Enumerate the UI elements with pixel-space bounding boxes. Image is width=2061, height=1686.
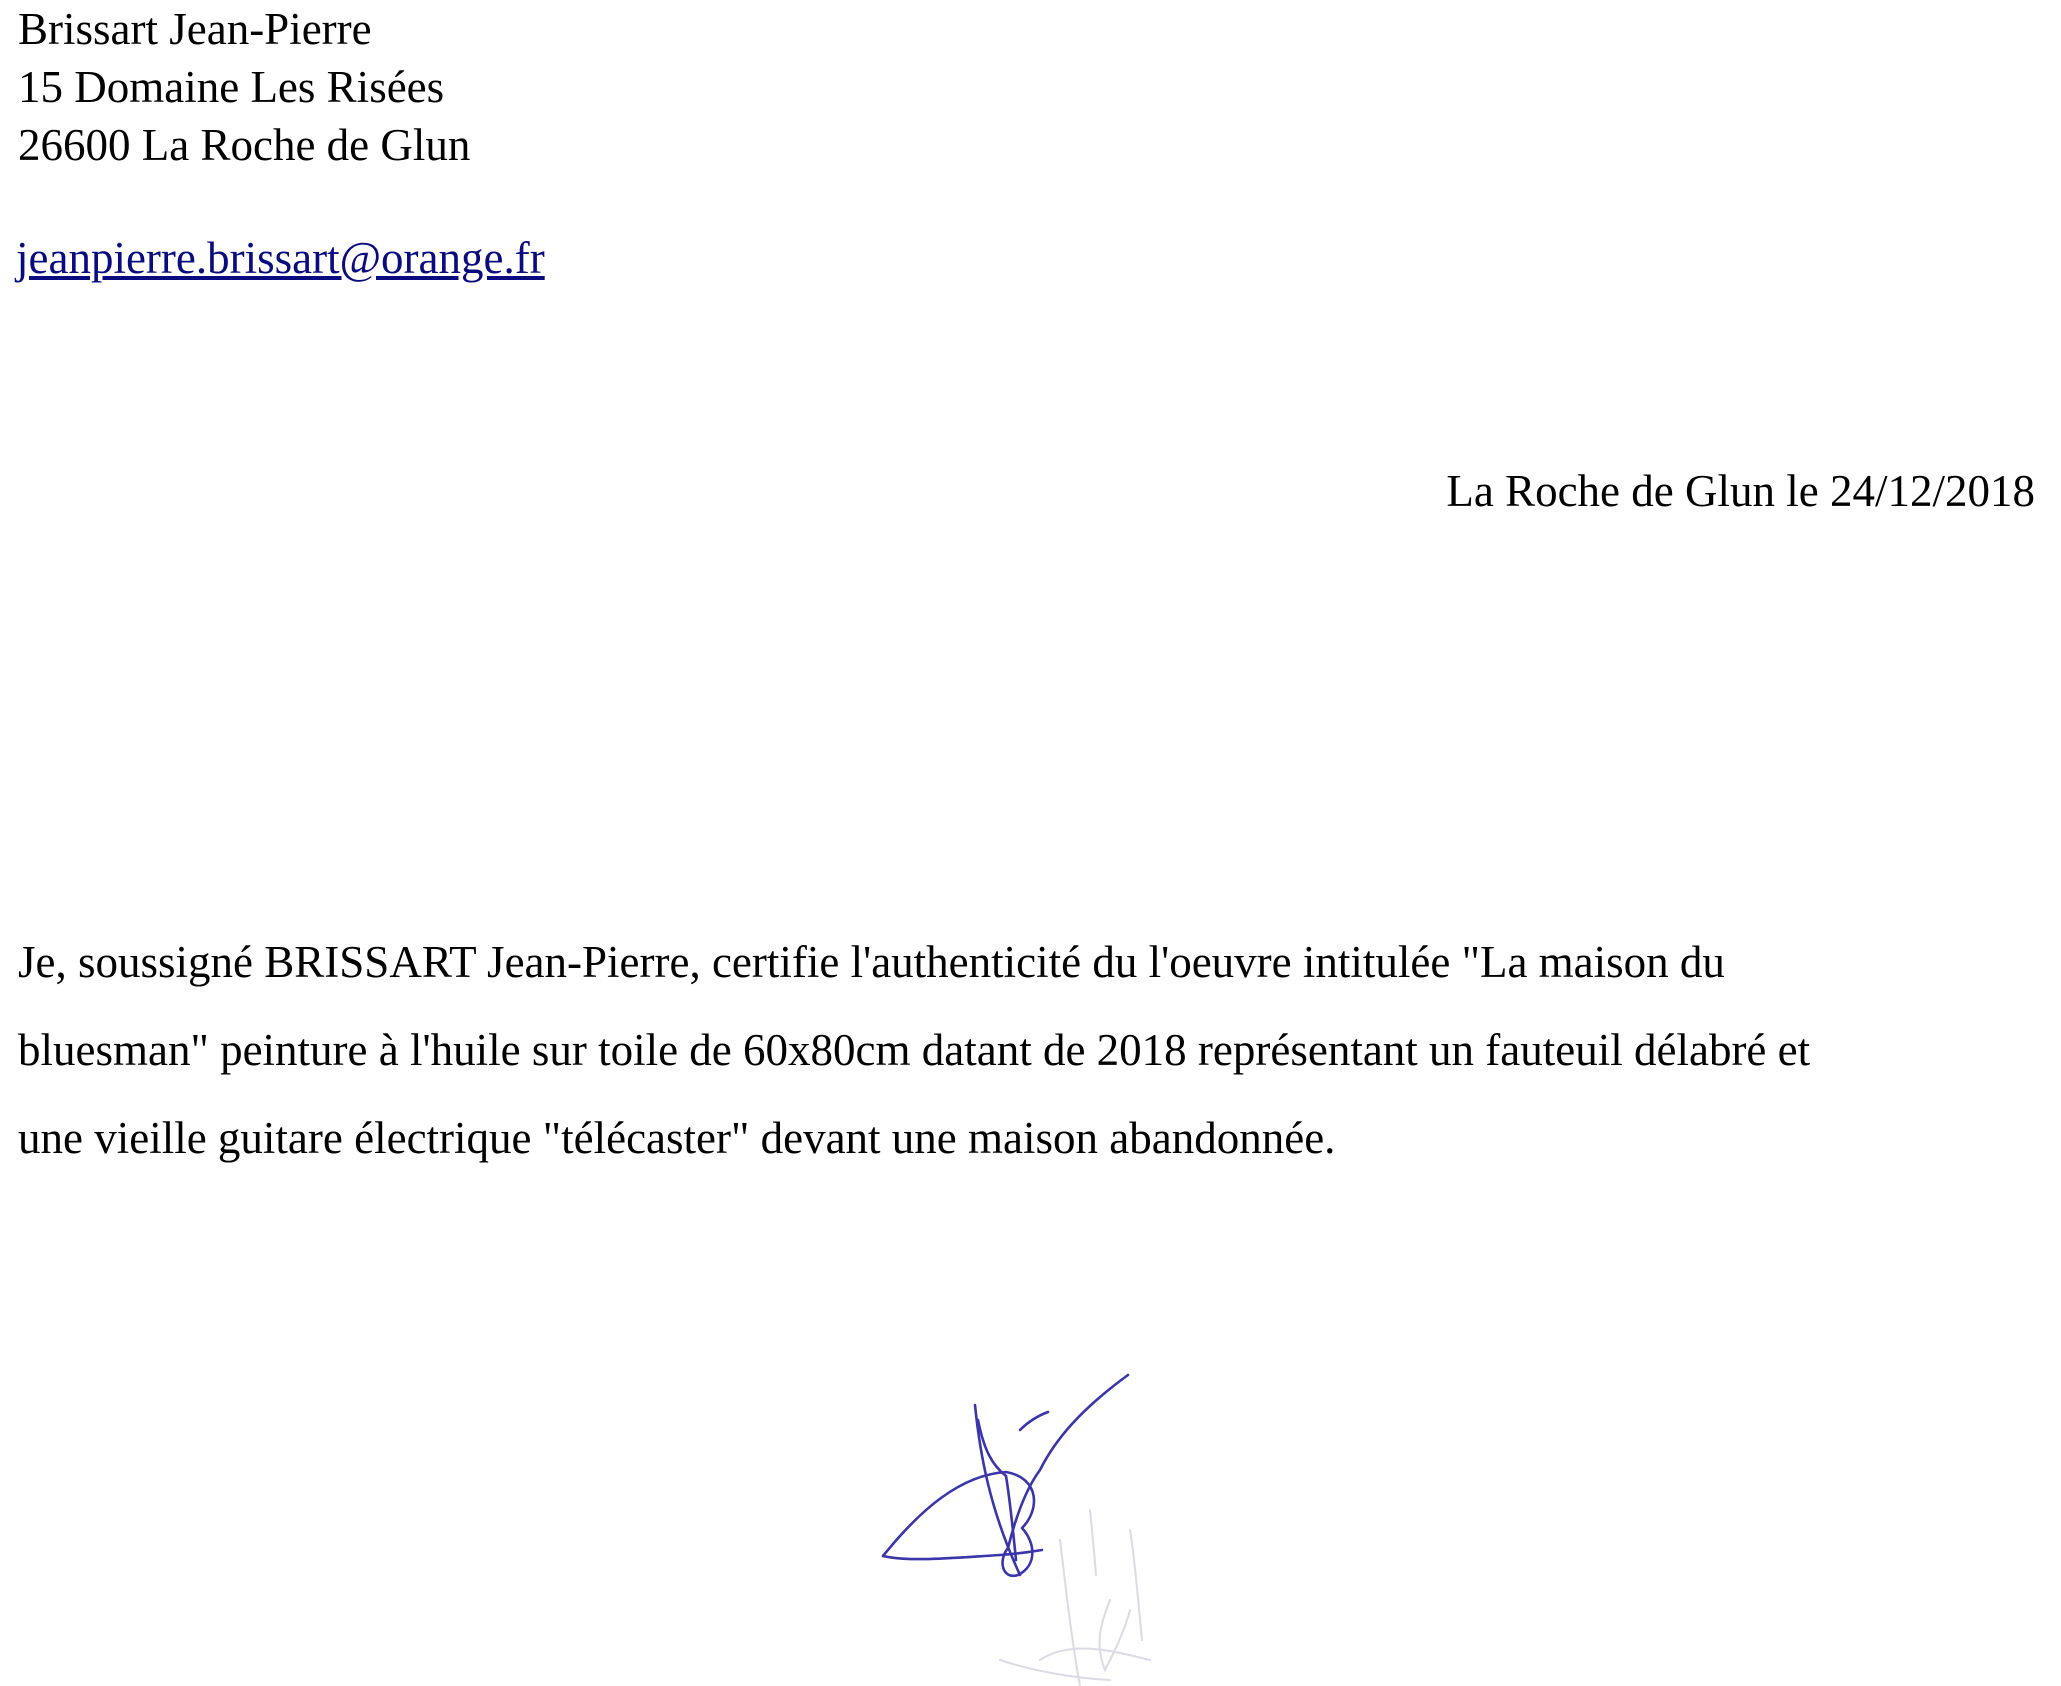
paragraph-line-2: bluesman" peinture à l'huile sur toile de 60x80cm datant de 2018 représentant un fauteuil délabré et [18,1025,1811,1075]
signature-ink [883,1375,1128,1576]
sender-address-block [18,0,470,174]
sender-address-line-2: 26600 La Roche de Glun [18,120,471,170]
sender-address-line-1: 15 Domaine Les Risées [18,62,445,112]
certification-paragraph [18,918,2048,1182]
sender-email-link[interactable]: jeanpierre.brissart@orange.fr [16,233,545,283]
paragraph-line-3: une vieille guitare électrique "télécaster" devant une maison abandonnée. [18,1113,1336,1163]
handwritten-signature [880,1360,1200,1686]
place-and-date: La Roche de Glun le 24/12/2018 [1446,466,2035,516]
signature-bleed-marks [1000,1510,1150,1686]
sender-name: Brissart Jean-Pierre [18,4,372,54]
paragraph-line-1: Je, soussigné BRISSART Jean-Pierre, certifie l'authenticité du l'oeuvre intitulée "La maison du [18,937,1725,987]
